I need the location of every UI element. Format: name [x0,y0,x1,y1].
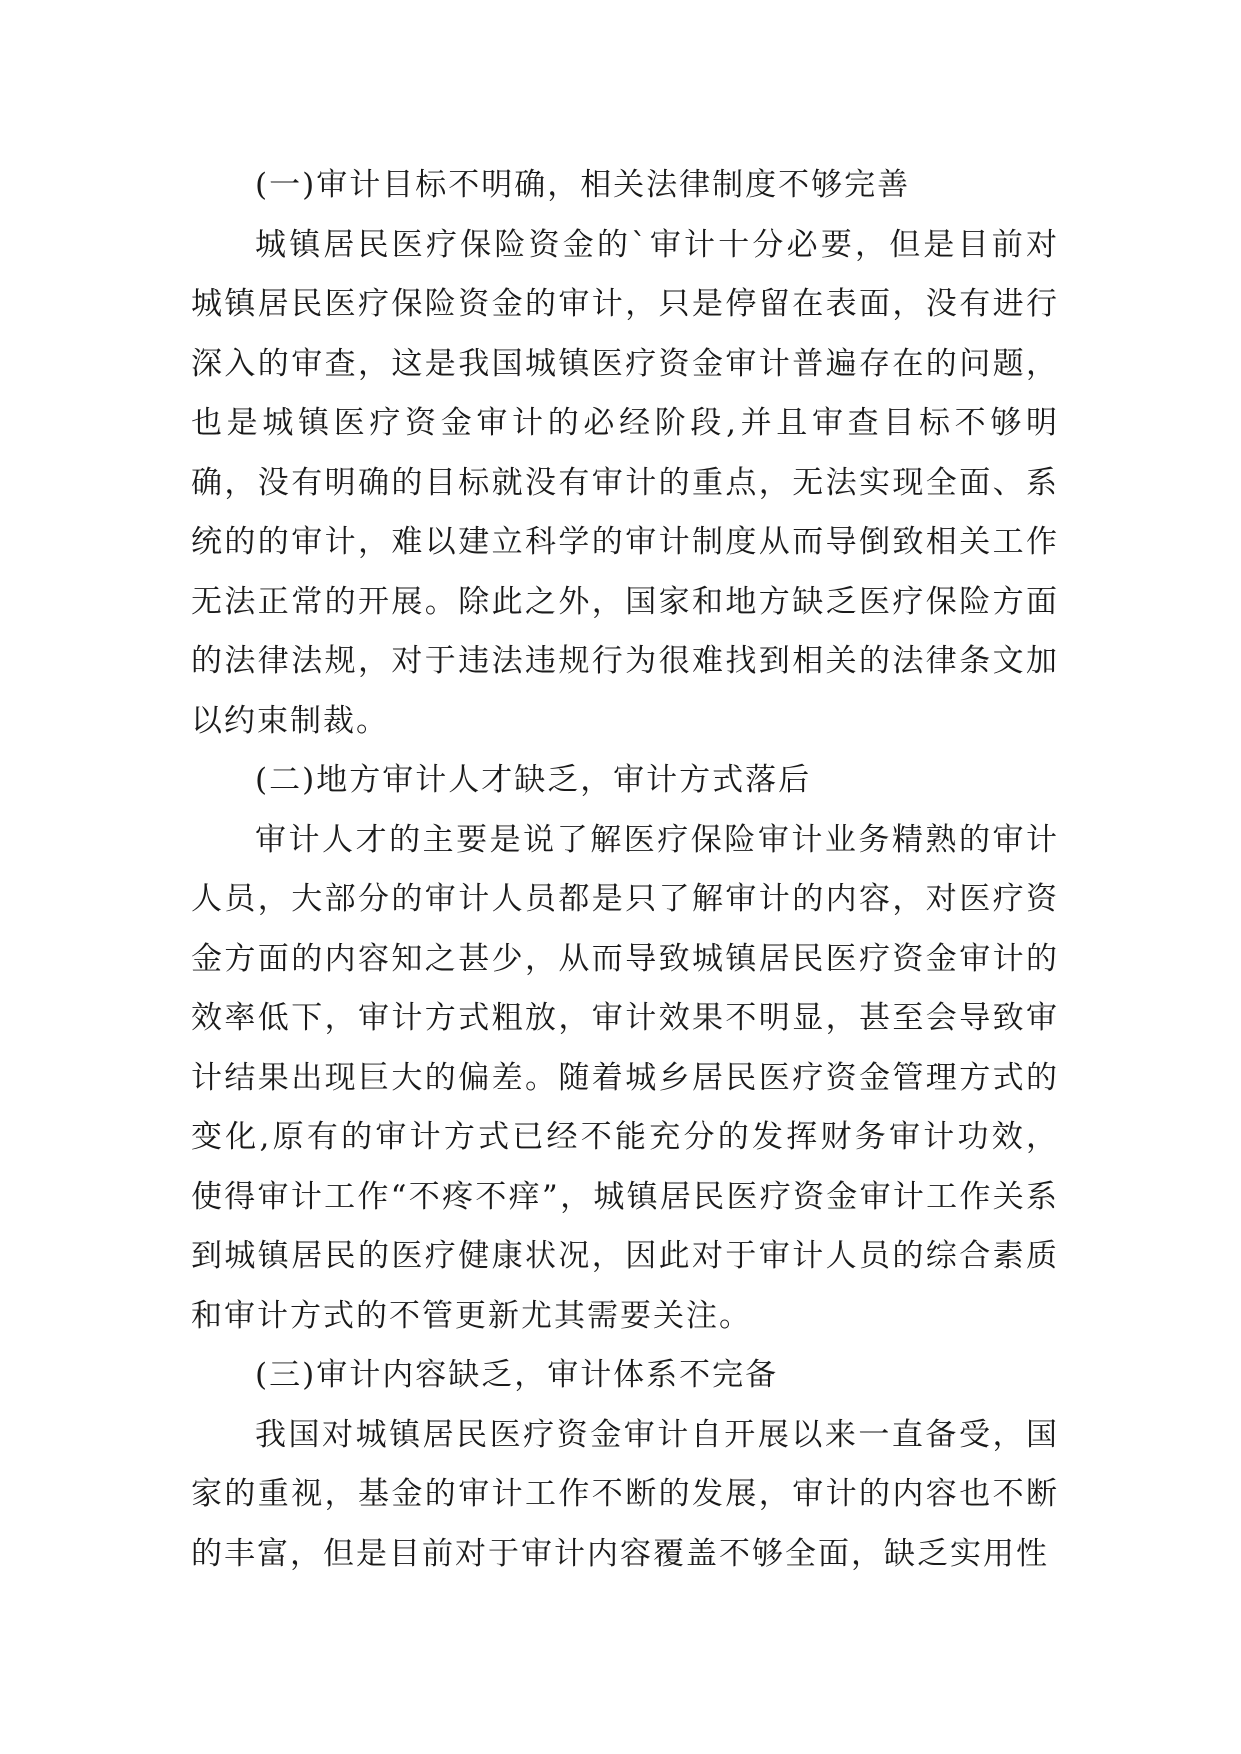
paragraph-1: 城镇居民医疗保险资金的`审计十分必要，但是目前对城镇居民医疗保险资金的审计，只是停留在表面，没有进行深入的审查，这是我国城镇医疗资金审计普遍存在的问题，也是城镇医疗资金审计的必经阶段,并且审查目标不够明确，没有明确的目标就没有审计的重点，无法实现全面、系统的的审计，难以建立科学的审计制度从而导倒致相关工作无法正常的开展。除此之外，国家和地方缺乏医疗保险方面的法律法规，对于违法违规行为很难找到相关的法律条文加以约束制裁。 [191,226,1059,739]
section-heading-2: (二)地方审计人才缺乏，审计方式落后 [255,762,812,798]
document-body [191,156,1059,1584]
paragraph-3: 我国对城镇居民医疗资金审计自开展以来一直备受，国家的重视，基金的审计工作不断的发展，审计的内容也不断的丰富，但是目前对于审计内容覆盖不够全面，缺乏实用性 [191,1416,1059,1572]
paragraph-2: 审计人才的主要是说了解医疗保险审计业务精熟的审计人员，大部分的审计人员都是只了解审计的内容，对医疗资金方面的内容知之甚少，从而导致城镇居民医疗资金审计的效率低下，审计方式粗放，审计效果不明显，甚至会导致审计结果出现巨大的偏差。随着城乡居民医疗资金管理方式的变化,原有的审计方式已经不能充分的发挥财务审计功效，使得审计工作“不疼不痒”，城镇居民医疗资金审计工作关系到城镇居民的医疗健康状况，因此对于审计人员的综合素质和审计方式的不管更新尤其需要关注。 [191,821,1059,1334]
section-heading-1: (一)审计目标不明确，相关法律制度不够完善 [255,167,911,203]
section-heading-3: (三)审计内容缺乏，审计体系不完备 [255,1357,779,1393]
